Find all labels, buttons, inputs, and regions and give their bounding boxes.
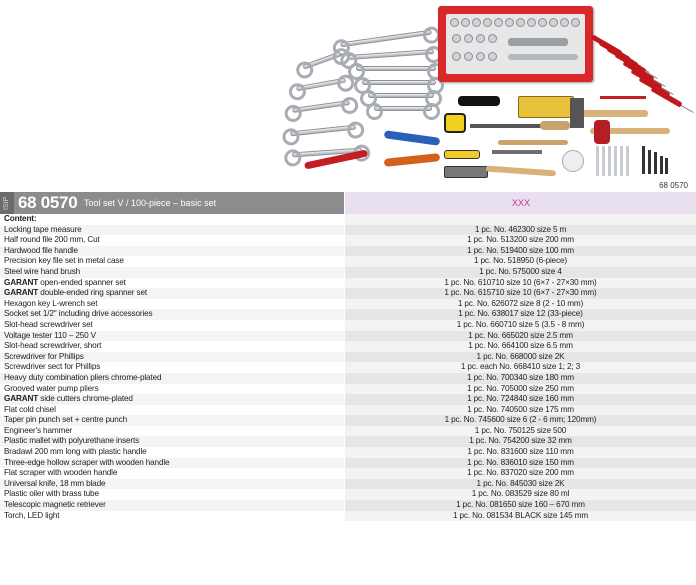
item-text: double-ended ring spanner set <box>38 288 147 298</box>
item-detail: 1 pc. No. 519400 size 100 mm <box>344 246 696 257</box>
item-text: Screwdriver for Phillips <box>4 351 84 361</box>
magnetic-retriever-icon <box>600 96 646 99</box>
item-text: Universal knife, 18 mm blade <box>4 478 106 488</box>
table-row <box>0 426 696 437</box>
table-row <box>0 299 696 310</box>
pliers-icon <box>384 130 441 146</box>
pliers-icon <box>384 153 441 167</box>
spanner-icon <box>302 51 341 69</box>
header-right <box>344 192 696 214</box>
spanner-icon <box>368 93 434 98</box>
item-detail: 1 pc. each No. 668410 size 1; 2; 3 <box>344 362 696 373</box>
spanner-icon <box>296 78 346 92</box>
item-text: Half round file 200 mm, Cut <box>4 235 100 245</box>
item-text: Three-edge hollow scraper with wooden handle <box>4 457 170 467</box>
item-detail: 1 pc. No. 575000 size 4 <box>344 267 696 278</box>
item-name <box>4 225 342 236</box>
item-detail: 1 pc. No. 626072 size 8 (2 - 10 mm) <box>344 299 696 310</box>
item-detail: 1 pc. No. 668000 size 2K <box>344 352 696 363</box>
item-detail: 1 pc. No. 610710 size 10 (6×7 - 27×30 mm) <box>344 278 696 289</box>
hex-key-icon <box>654 152 657 174</box>
wire-brush-icon <box>444 166 488 178</box>
article-number: 68 0570 <box>18 193 78 212</box>
table-row <box>0 436 696 447</box>
item-name <box>4 511 342 522</box>
table-row <box>0 288 696 299</box>
item-detail: 1 pc. No. 660710 size 5 (3.5 - 8 mm) <box>344 320 696 331</box>
spanner-icon <box>374 106 432 111</box>
screwdriver-set-icon <box>518 96 574 118</box>
table-row <box>0 479 696 490</box>
item-text: Slot-head screwdriver, short <box>4 341 102 351</box>
table-row <box>0 331 696 342</box>
spanner-icon <box>292 100 350 113</box>
item-text: Steel wire hand brush <box>4 266 81 276</box>
item-text: Grooved water pump pliers <box>4 383 99 393</box>
photo-caption: 68 0570 <box>659 181 688 190</box>
item-name <box>4 405 342 416</box>
item-name <box>4 458 342 469</box>
oiler-icon <box>562 150 584 172</box>
item-text: Voltage tester 110 – 250 V <box>4 330 96 340</box>
item-name <box>4 468 342 479</box>
item-text: Flat cold chisel <box>4 404 56 414</box>
item-text: Socket set 1/2" including drive accessories <box>4 309 153 319</box>
item-name <box>4 278 342 289</box>
content-row <box>0 214 696 225</box>
item-name <box>4 489 342 500</box>
item-detail: 1 pc. No. 705000 size 250 mm <box>344 384 696 395</box>
set-title: Tool set V / 100-piece – basic set <box>84 198 217 208</box>
table-row <box>0 458 696 469</box>
spanner-icon <box>356 66 436 71</box>
torch-icon <box>458 96 500 106</box>
item-name <box>4 320 342 331</box>
header-left <box>0 192 344 214</box>
brand-prefix: GARANT <box>4 394 39 404</box>
brand-prefix: GARANT <box>4 277 39 287</box>
item-detail: 1 pc. No. 081534 BLACK size 145 mm <box>344 511 696 522</box>
item-detail: 1 pc. No. 700340 size 180 mm <box>344 373 696 384</box>
item-name <box>4 256 342 267</box>
item-name <box>4 341 342 352</box>
chisel-icon <box>492 150 542 154</box>
item-name <box>4 331 342 342</box>
product-table <box>0 192 696 585</box>
item-text: Taper pin punch set + centre punch <box>4 415 128 425</box>
hex-key-icon <box>665 158 668 174</box>
hammer-head-icon <box>570 98 584 128</box>
spanner-icon <box>348 49 434 60</box>
table-row <box>0 278 696 289</box>
item-detail: 1 pc. No. 081650 size 160 – 670 mm <box>344 500 696 511</box>
table-row <box>0 246 696 257</box>
item-name <box>4 384 342 395</box>
table-row <box>0 373 696 384</box>
table-row <box>0 267 696 278</box>
tape-measure-icon <box>444 113 466 133</box>
hammer-icon <box>578 110 648 117</box>
item-name <box>4 299 342 310</box>
item-detail: 1 pc. No. 836010 size 150 mm <box>344 458 696 469</box>
item-detail: 1 pc. No. 754200 size 32 mm <box>344 436 696 447</box>
spanner-icon <box>340 30 432 48</box>
item-name <box>4 447 342 458</box>
item-detail: 1 pc. No. 831600 size 110 mm <box>344 447 696 458</box>
item-name <box>4 436 342 447</box>
item-text: Hardwood file handle <box>4 245 78 255</box>
table-header <box>0 192 696 214</box>
item-text: Locking tape measure <box>4 224 82 234</box>
item-text: Flat scraper with wooden handle <box>4 468 118 478</box>
hex-key-icon <box>660 156 663 174</box>
brush-handle-icon <box>486 166 556 177</box>
spanner-icon <box>362 80 436 85</box>
item-name <box>4 373 342 384</box>
item-detail: 1 pc. No. 513200 size 200 mm <box>344 235 696 246</box>
column-placeholder: XXX <box>511 198 530 208</box>
table-row <box>0 500 696 511</box>
item-detail: 1 pc. No. 837020 size 200 mm <box>344 468 696 479</box>
table-row <box>0 468 696 479</box>
table-row <box>0 225 696 236</box>
table-row <box>0 341 696 352</box>
item-name <box>4 352 342 363</box>
item-name <box>4 309 342 320</box>
table-row <box>0 309 696 320</box>
item-detail: 1 pc. No. 750125 size 500 <box>344 426 696 437</box>
item-detail: 1 pc. No. 845030 size 2K <box>344 479 696 490</box>
item-name <box>4 426 342 437</box>
table-row <box>0 320 696 331</box>
socket-set-case <box>438 6 593 82</box>
item-text: Precision key file set in metal case <box>4 256 124 266</box>
item-text: Hexagon key L-wrench set <box>4 298 98 308</box>
punch-set-icon <box>596 146 632 176</box>
item-name <box>4 235 342 246</box>
table-row <box>0 235 696 246</box>
item-detail: 1 pc. No. 740500 size 175 mm <box>344 405 696 416</box>
scraper-icon <box>498 140 568 145</box>
item-name <box>4 415 342 426</box>
file-icon <box>470 124 542 128</box>
item-text: Heavy duty combination pliers chrome-plated <box>4 372 162 382</box>
table-row <box>0 256 696 267</box>
item-detail: 1 pc. No. 724840 size 160 mm <box>344 394 696 405</box>
item-detail: 1 pc. No. 638017 size 12 (33-piece) <box>344 309 696 320</box>
table-row <box>0 489 696 500</box>
item-detail: 1 pc. No. 615710 size 10 (6×7 - 27×30 mm) <box>344 288 696 299</box>
knife-icon <box>444 150 480 159</box>
item-text: Plastic mallet with polyurethane inserts <box>4 436 140 446</box>
spanner-icon <box>290 125 356 137</box>
content-detail-empty <box>344 214 696 225</box>
product-photo <box>0 0 696 192</box>
item-name <box>4 288 342 299</box>
item-text: side cutters chrome-plated <box>38 394 133 404</box>
item-text: Telescopic magnetic retriever <box>4 500 106 510</box>
item-name <box>4 267 342 278</box>
table-row <box>0 352 696 363</box>
table-row <box>0 415 696 426</box>
item-text: Plastic oiler with brass tube <box>4 489 99 499</box>
item-text: Slot-head screwdriver set <box>4 319 93 329</box>
mallet-head-icon <box>594 120 610 144</box>
table-row <box>0 394 696 405</box>
item-detail: 1 pc. No. 083529 size 80 ml <box>344 489 696 500</box>
item-name <box>4 246 342 257</box>
item-text: Bradawl 200 mm long with plastic handle <box>4 447 147 457</box>
item-text: open-ended spanner set <box>38 277 126 287</box>
item-detail: 1 pc. No. 462300 size 5 m <box>344 225 696 236</box>
hex-key-icon <box>642 146 645 174</box>
table-row <box>0 362 696 373</box>
table-body <box>0 214 696 521</box>
hex-key-icon <box>648 150 651 174</box>
content-label: Content: <box>4 214 37 223</box>
item-text: Screwdriver sect for Phillips <box>4 362 101 372</box>
item-detail: 1 pc. No. 745600 size 6 (2 - 6 mm; 120mm) <box>344 415 696 426</box>
table-row <box>0 405 696 416</box>
table-row <box>0 511 696 522</box>
item-name <box>4 394 342 405</box>
file-handle-icon <box>540 121 570 130</box>
item-name <box>4 500 342 511</box>
table-row <box>0 447 696 458</box>
side-badge: ISIP <box>0 192 14 214</box>
item-name <box>4 362 342 373</box>
item-detail: 1 pc. No. 664100 size 6.5 mm <box>344 341 696 352</box>
table-row <box>0 384 696 395</box>
item-name <box>4 479 342 490</box>
item-detail: 1 pc. No. 665020 size 2.5 mm <box>344 331 696 342</box>
brand-prefix: GARANT <box>4 288 39 298</box>
item-text: Torch, LED light <box>4 510 60 520</box>
item-detail: 1 pc. No. 518950 (6-piece) <box>344 256 696 267</box>
item-text: Engineer's hammer <box>4 425 73 435</box>
